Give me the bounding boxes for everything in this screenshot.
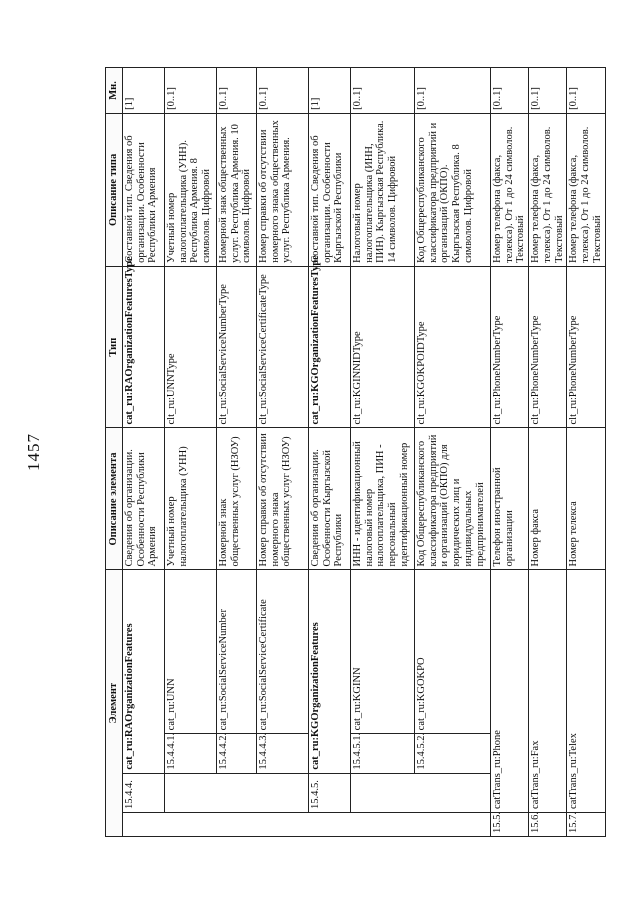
table-row [529, 68, 567, 837]
type-description: Налоговый номер налогоплательщика (ИНН, ПИН). Кыргызская Республика. 14 символов. Цифровой [350, 113, 414, 266]
header-mn: Мн. [106, 68, 123, 114]
header-element: Элемент [106, 570, 123, 837]
type-description: Номерной знак общественных услуг. Республика Армения. 10 символов. Цифровой [216, 113, 256, 266]
element-name: cat_ru:KGINN [350, 570, 414, 734]
element-name: cat_ru:SocialServiceCertificate [256, 570, 308, 734]
element-name: cat_ru:SocialServiceNumber [216, 570, 256, 734]
indent-cell [414, 812, 490, 836]
element-type: clt_ru:PhoneNumberType [567, 266, 605, 428]
table-row [308, 68, 350, 837]
element-type: clt_ru:UNNType [164, 266, 216, 428]
page-number: 1457 [24, 433, 43, 471]
multiplicity: [0..1] [567, 68, 605, 114]
row-number: 15.7. [567, 812, 605, 836]
rotated-page [105, 67, 603, 837]
row-number: 15.6. [529, 812, 567, 836]
row-number: 15.4.5. [308, 773, 350, 812]
element-name: cat_ru:RAOrganizationFeatures [122, 570, 164, 773]
multiplicity: [1] [122, 68, 164, 114]
multiplicity: [0..1] [164, 68, 216, 114]
table-row [414, 68, 490, 837]
header-row [106, 68, 123, 837]
row-number: 15.4.5.2. [414, 734, 490, 773]
element-type: clt_ru:SocialServiceCertificateType [256, 266, 308, 428]
multiplicity: [0..1] [216, 68, 256, 114]
type-description: Код Общереспубликанского классификатора предприятий и организаций (ОКПО). Кыргызская Республика. 8 символов. Цифровой [414, 113, 490, 266]
element-description: ИНН - идентификационный налоговый номер налогоплательщика, ПИН - персональный идентификационный номер [350, 428, 414, 570]
row-number: 15.4.4.1. [164, 734, 216, 773]
indent-cell [350, 773, 414, 812]
element-description: Учетный номер налогоплательщика (УНН) [164, 428, 216, 570]
type-description: Учетный номер налогоплательщика (УНН). Республика Армения. 8 символов. Цифровой [164, 113, 216, 266]
row-number: 15.5. [490, 812, 528, 836]
indent-cell [308, 812, 350, 836]
type-description: Номер телефона (факса, телекса). От 1 до 24 символов. Текстовый [567, 113, 605, 266]
element-description: Телефон иностранной организации [490, 428, 528, 570]
row-number: 15.4.5.1. [350, 734, 414, 773]
element-description: Номер факса [529, 428, 567, 570]
table-row [350, 68, 414, 837]
element-name: cat_ru:KGOKPO [414, 570, 490, 734]
element-description: Сведения об организации. Особенности Кыргызской Республики [308, 428, 350, 570]
element-description: Номер справки об отсутствии номерного знака общественных услуг (НЗОУ) [256, 428, 308, 570]
indent-cell [256, 812, 308, 836]
type-description: Номер телефона (факса, телекса). От 1 до 24 символов. Текстовый [529, 113, 567, 266]
header-type-desc: Описание типа [106, 113, 123, 266]
table-row [122, 68, 164, 837]
indent-cell [122, 812, 164, 836]
row-number: 15.4.4.3. [256, 734, 308, 773]
element-type: cat_ru:RAOrganizationFeaturesType [122, 266, 164, 428]
table-row [164, 68, 216, 837]
element-description: Номер телекса [567, 428, 605, 570]
type-description: Номер справки об отсутствии номерного знака общественных услуг. Республика Армения. [256, 113, 308, 266]
element-description: Сведения об организации. Особенности Республики Армения [122, 428, 164, 570]
type-description: Номер телефона (факса, телекса). От 1 до 24 символов. Текстовый [490, 113, 528, 266]
element-type: clt_ru:PhoneNumberType [529, 266, 567, 428]
indent-cell [164, 773, 216, 812]
multiplicity: [0..1] [529, 68, 567, 114]
indent-cell [350, 812, 414, 836]
indent-cell [256, 773, 308, 812]
element-type: clt_ru:KGINNIDType [350, 266, 414, 428]
element-name: cat_ru:KGOrganizationFeatures [308, 570, 350, 773]
element-type: clt_ru:PhoneNumberType [490, 266, 528, 428]
table-row [490, 68, 528, 837]
indent-cell [216, 773, 256, 812]
element-name: catTrans_ru:Phone [490, 570, 528, 812]
element-type: clt_ru:KGOKPOIDType [414, 266, 490, 428]
multiplicity: [0..1] [350, 68, 414, 114]
type-description: Составной тип. Сведения об организации. Особенности Кыргызской Республики [308, 113, 350, 266]
element-description: Код Общереспубликанского классификатора предприятий и организаций (ОКПО) для юридических лиц и индивидуальных предпринимателей [414, 428, 490, 570]
header-type: Тип [106, 266, 123, 428]
table-row [256, 68, 308, 837]
indent-cell [164, 812, 216, 836]
indent-cell [216, 812, 256, 836]
multiplicity: [0..1] [256, 68, 308, 114]
row-number: 15.4.4.2. [216, 734, 256, 773]
header-element-desc: Описание элемента [106, 428, 123, 570]
element-name: catTrans_ru:Fax [529, 570, 567, 812]
multiplicity: [0..1] [414, 68, 490, 114]
multiplicity: [0..1] [490, 68, 528, 114]
table-row [567, 68, 605, 837]
elements-table [105, 67, 606, 837]
element-name: cat_ru:UNN [164, 570, 216, 734]
type-description: Составной тип. Сведения об организации. Особенности Республики Армения [122, 113, 164, 266]
row-number: 15.4.4. [122, 773, 164, 812]
table-row [216, 68, 256, 837]
element-description: Номерной знак общественных услуг (НЗОУ) [216, 428, 256, 570]
element-type: clt_ru:SocialServiceNumberType [216, 266, 256, 428]
multiplicity: [1] [308, 68, 350, 114]
element-type: cat_ru:KGOrganizationFeaturesType [308, 266, 350, 428]
element-name: catTrans_ru:Telex [567, 570, 605, 812]
indent-cell [414, 773, 490, 812]
